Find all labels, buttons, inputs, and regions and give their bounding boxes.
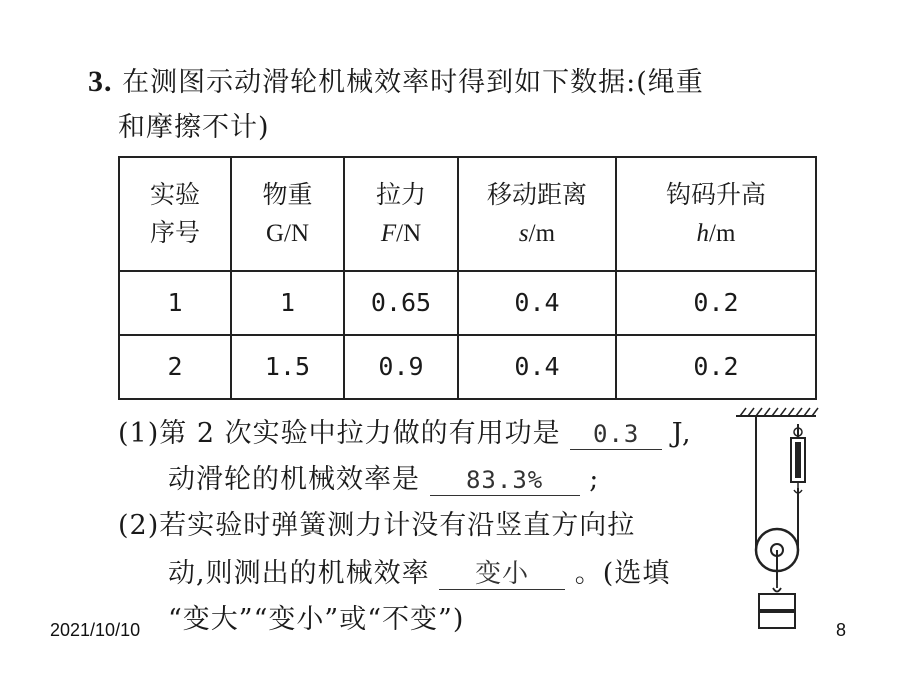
pulley-wheel-icon bbox=[756, 529, 798, 580]
table-cell: 1.5 bbox=[231, 335, 344, 399]
header-text: 拉力 bbox=[375, 179, 426, 209]
header-cell-weight bbox=[231, 157, 344, 271]
sub1-line1 bbox=[118, 416, 692, 452]
unit-text: /N bbox=[396, 219, 422, 247]
sub1-line2 bbox=[168, 462, 599, 498]
sub1-line2-prefix: 动滑轮的机械效率是 bbox=[168, 464, 420, 495]
unit-text: /m bbox=[528, 219, 556, 247]
table-cell: 0.65 bbox=[344, 271, 458, 335]
question-number: 3. bbox=[88, 65, 113, 98]
sub2-line1: (2)若实验时弹簧测力计没有沿竖直方向拉 bbox=[118, 510, 636, 541]
weights-icon bbox=[759, 594, 795, 628]
header-unit bbox=[459, 214, 615, 253]
header-text: 物重 bbox=[262, 179, 313, 209]
sub2-line2-prefix: 动,则测出的机械效率 bbox=[168, 558, 430, 589]
header-text: 移动距离 bbox=[486, 179, 587, 209]
ceiling-icon bbox=[736, 408, 818, 416]
unit-symbol: h bbox=[696, 219, 710, 247]
header-unit bbox=[617, 214, 815, 253]
header-unit bbox=[345, 214, 457, 253]
header-cell-height bbox=[616, 157, 816, 271]
header-text: 钩码升高 bbox=[665, 179, 766, 209]
unit-symbol: s bbox=[518, 219, 529, 247]
footer-date: 2021/10/10 bbox=[50, 620, 141, 640]
answer-blank-efficiency: 83.3% bbox=[430, 465, 580, 496]
table-cell: 1 bbox=[119, 271, 231, 335]
unit-text: /m bbox=[709, 219, 736, 247]
header-unit bbox=[232, 214, 343, 253]
question-stem-text: 在测图示动滑轮机械效率时得到如下数据:(绳重 bbox=[122, 67, 704, 98]
hook-icon bbox=[773, 580, 781, 592]
pulley-diagram bbox=[730, 402, 822, 634]
data-table bbox=[118, 156, 817, 400]
sub2-line3: “变大”“变小”或“不变”) bbox=[168, 604, 465, 635]
unit-symbol: G bbox=[265, 219, 285, 247]
page-number: 8 bbox=[836, 620, 847, 640]
sub2-line2 bbox=[168, 556, 670, 592]
table-cell: 1 bbox=[231, 271, 344, 335]
header-text: 实验 bbox=[149, 180, 200, 209]
table-row bbox=[119, 335, 816, 399]
question-stem-line1 bbox=[88, 64, 704, 101]
header-text: 序号 bbox=[149, 218, 200, 247]
table-header-row bbox=[119, 157, 816, 271]
table-cell: 0.4 bbox=[458, 271, 616, 335]
sub1-prefix: (1)第 2 次实验中拉力做的有用功是 bbox=[118, 418, 561, 449]
table-cell: 2 bbox=[119, 335, 231, 399]
header-cell-force bbox=[344, 157, 458, 271]
sub2-line2-suffix: 。(选填 bbox=[574, 558, 671, 589]
sub1-unit: J, bbox=[671, 418, 692, 449]
answer-blank-efficiency-change: 变小 bbox=[439, 559, 565, 590]
unit-text: /N bbox=[284, 219, 310, 247]
table-cell: 0.9 bbox=[344, 335, 458, 399]
unit-symbol: F bbox=[380, 219, 397, 247]
spring-scale-icon bbox=[791, 424, 805, 493]
sub1-line2-suffix: ; bbox=[589, 464, 600, 495]
table-cell: 0.2 bbox=[616, 271, 816, 335]
table-row bbox=[119, 271, 816, 335]
table-cell: 0.4 bbox=[458, 335, 616, 399]
table-cell: 0.2 bbox=[616, 335, 816, 399]
answer-blank-useful-work: 0.3 bbox=[570, 419, 662, 450]
header-cell-trial bbox=[119, 157, 231, 271]
header-cell-distance bbox=[458, 157, 616, 271]
question-stem-line2: 和摩擦不计) bbox=[118, 112, 270, 143]
